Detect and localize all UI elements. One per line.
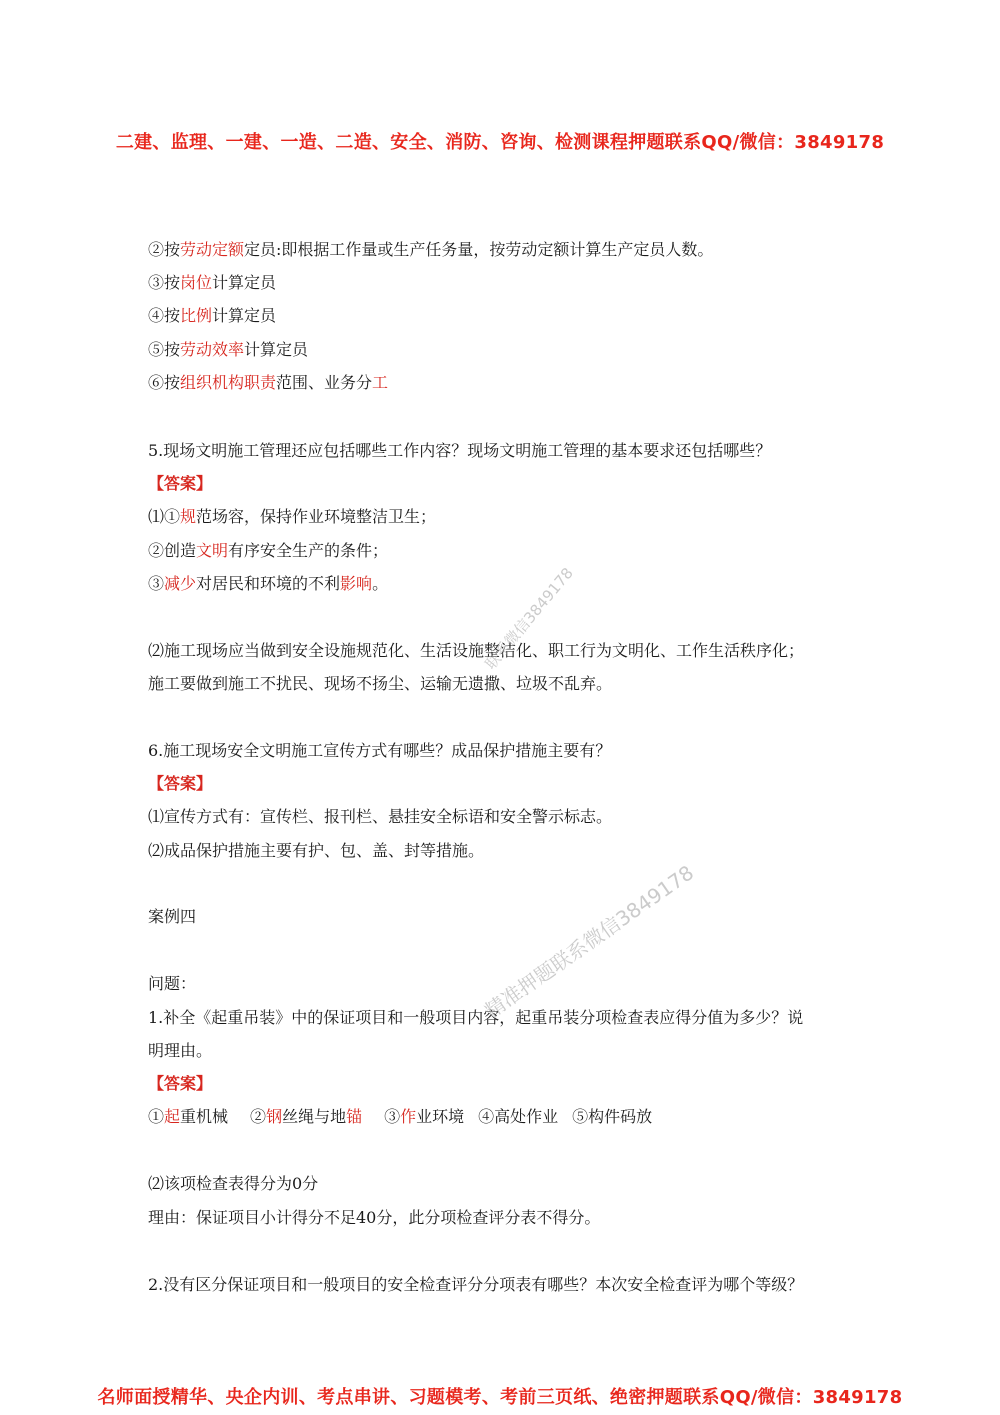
staffing-line-5: ⑤按劳动效率计算定员	[148, 340, 309, 359]
watermark-text: 联系微信3849178	[481, 564, 577, 673]
footer-banner: 名师面授精华、央企内训、考点串讲、习题模考、考前三页纸、绝密押题联系QQ/微信：3849178	[97, 1387, 903, 1408]
header-banner: 二建、监理、一建、一造、二造、安全、消防、咨询、检测课程押题联系QQ/微信：3849178	[115, 132, 885, 153]
answer-label: 【答案】	[148, 474, 213, 493]
questions-label: 问题：	[148, 974, 197, 993]
question-6: 6.施工现场安全文明施工宣传方式有哪些？成品保护措施主要有？	[148, 741, 612, 760]
q5-answer-3: ③减少对居民和环境的不利影响。	[148, 574, 389, 593]
answer-label: 【答案】	[148, 1074, 213, 1093]
question-5: 5.现场文明施工管理还应包括哪些工作内容？现场文明施工管理的基本要求还包括哪些？	[148, 441, 772, 460]
case-score-line: ⑵该项检查表得分为0分	[148, 1174, 319, 1193]
staffing-line-6: ⑥按组织机构职责范围、业务分工	[148, 373, 389, 392]
case-question-2: 2.没有区分保证项目和一般项目的安全检查评分分项表有哪些？本次安全检查评为哪个等级？	[148, 1275, 804, 1294]
staffing-line-4: ④按比例计算定员	[148, 306, 277, 325]
q5-answer-2: ②创造文明有序安全生产的条件；	[148, 541, 389, 560]
q5-answer-1: ⑴①规范场容，保持作业环境整洁卫生；	[148, 507, 437, 526]
q5-answer-b2: 施工要做到施工不扰民、现场不扬尘、运输无遗撒、垃圾不乱弃。	[148, 674, 613, 693]
q5-answer-b1: ⑵施工现场应当做到安全设施规范化、生活设施整洁化、职工行为文明化、工作生活秩序化；	[148, 641, 805, 660]
case-question-1-line-2: 明理由。	[148, 1041, 213, 1060]
q6-answer-2: ⑵成品保护措施主要有护、包、盖、封等措施。	[148, 841, 485, 860]
watermark-text: 精准押题联系微信3849178	[480, 860, 699, 1023]
staffing-line-2: ②按劳动定额定员:即根据工作量或生产任务量，按劳动定额计算生产定员人数。	[148, 240, 714, 259]
staffing-line-3: ③按岗位计算定员	[148, 273, 277, 292]
answer-label: 【答案】	[148, 774, 213, 793]
q6-answer-1: ⑴宣传方式有：宣传栏、报刊栏、悬挂安全标语和安全警示标志。	[148, 807, 613, 826]
case-title: 案例四	[148, 907, 197, 926]
case-question-1-line-1: 1.补全《起重吊装》中的保证项目和一般项目内容，起重吊装分项检查表应得分值为多少？说	[148, 1008, 804, 1027]
case-answer-items: ①起重机械 ②钢丝绳与地锚 ③作业环境 ④高处作业 ⑤构件码放	[148, 1107, 653, 1126]
case-reason-line: 理由：保证项目小计得分不足40分，此分项检查评分表不得分。	[148, 1208, 601, 1227]
